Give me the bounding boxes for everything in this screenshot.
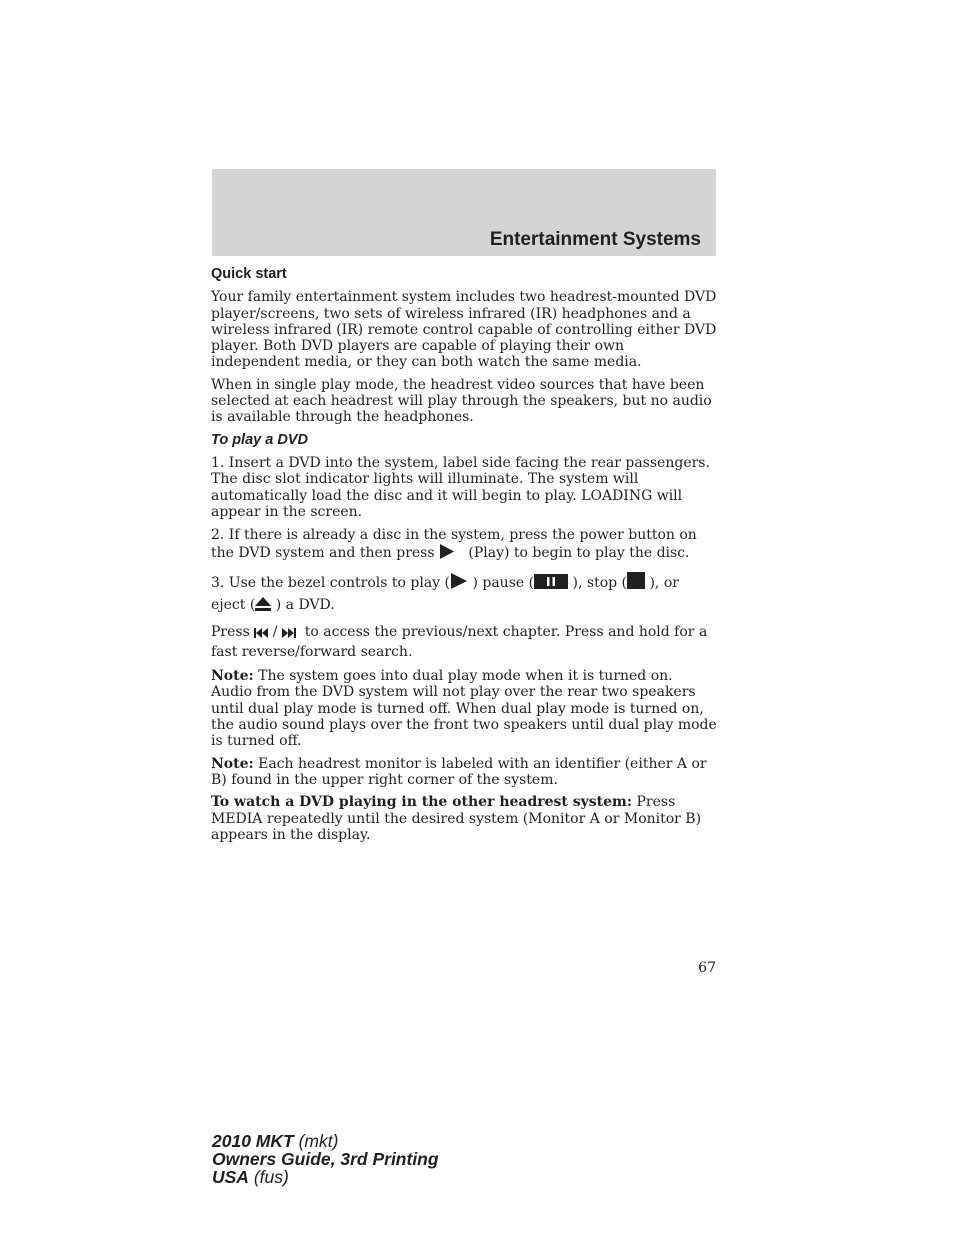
section-header-band [212, 169, 716, 256]
press-separator: / [272, 624, 278, 641]
step-2 [211, 526, 717, 562]
footer-model-code: (mkt) [298, 1131, 339, 1151]
quick-start-heading: Quick start [211, 266, 287, 282]
next-chapter-icon [282, 628, 296, 638]
step-3-text-e: ) a DVD. [275, 597, 335, 614]
footer-line-3 [212, 1168, 439, 1186]
previous-chapter-icon [254, 628, 268, 638]
watch-other-headrest [211, 794, 717, 843]
note-1 [211, 668, 717, 749]
footer-market-code: (fus) [253, 1167, 289, 1187]
document-footer [212, 1132, 439, 1186]
stop-icon [627, 572, 645, 589]
note-2-label: Note: [211, 755, 254, 772]
page-number: 67 [698, 960, 716, 976]
step-1: 1. Insert a DVD into the system, label side facing the rear passengers. The disc slot indicator lights will illuminate. The system will automatically load the disc and it will begin to play. LOADING will appear in the screen. [211, 454, 710, 520]
step-3-text-d: ), or eject ( [211, 575, 679, 614]
section-title: Entertainment Systems [489, 229, 701, 250]
watch-text: Press MEDIA repeatedly until the desired system (Monitor A or Monitor B) appears in the display. [211, 794, 702, 843]
step-3-text-a: 3. Use the bezel controls to play ( [211, 575, 450, 592]
note-2 [211, 756, 717, 789]
footer-line-2: Owners Guide, 3rd Printing [212, 1149, 439, 1169]
footer-model: 2010 MKT [212, 1131, 294, 1151]
step-2-text-a: 2. If there is already a disc in the system, press the power button on the DVD system and then press [211, 527, 697, 562]
footer-market: USA [212, 1167, 249, 1187]
press-text-b: to access the previous/next chapter. Press and hold for a fast reverse/forward search. [211, 624, 708, 661]
play-icon [450, 573, 468, 589]
note-1-label: Note: [211, 668, 254, 685]
step-3 [211, 572, 717, 616]
play-icon [439, 544, 455, 559]
eject-icon [255, 597, 271, 611]
pause-icon [534, 574, 568, 589]
watch-label: To watch a DVD playing in the other headrest system: [211, 794, 633, 811]
quick-start-paragraph-2: When in single play mode, the headrest video sources that have been selected at each headrest will play through the speakers, but no audio is available through the headphones. [211, 376, 712, 426]
footer-line-1 [212, 1132, 439, 1150]
step-3-text-b: ) pause ( [472, 575, 535, 592]
quick-start-paragraph-1: Your family entertainment system includes two headrest-mounted DVD player/screens, two sets of wireless infrared (IR) headphones and a wireless infrared (IR) remote control capable of controlling either DVD player. Both DVD players are capable of playing their own independent media, or they can both watch the same media. [211, 289, 717, 371]
note-2-text: Each headrest monitor is labeled with an identifier (either A or B) found in the upper right corner of the system. [211, 755, 707, 788]
chapter-navigation [211, 622, 717, 662]
play-dvd-heading: To play a DVD [211, 431, 308, 448]
step-2-text-b: (Play) to begin to play the disc. [468, 545, 690, 562]
note-1-text: The system goes into dual play mode when it is turned on. Audio from the DVD system will not play over the rear two speakers until dual play mode is turned off. When dual play mode is turned on, the audio sound plays over the front two speakers until dual play mode is turned off. [211, 668, 717, 750]
page-content [211, 266, 717, 849]
step-3-text-c: ), stop ( [572, 575, 628, 592]
press-text-a: Press [211, 624, 250, 641]
